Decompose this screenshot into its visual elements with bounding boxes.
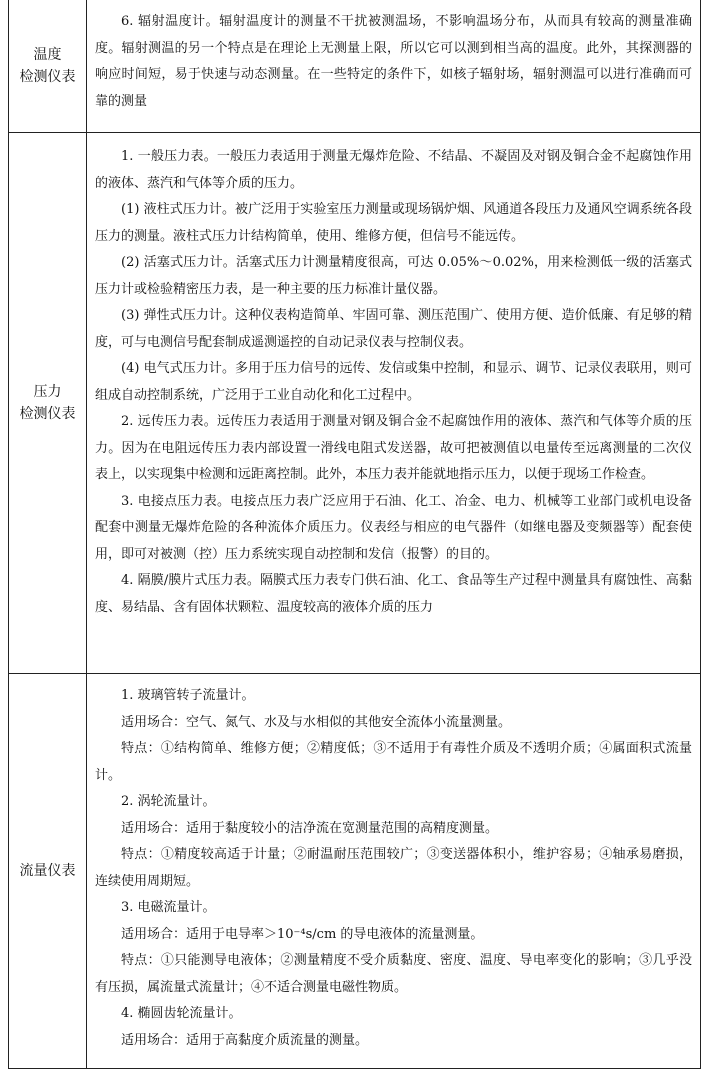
paragraph: 3. 电接点压力表。电接点压力表广泛应用于石油、化工、冶金、电力、机械等工业部门或机电设备配套中测量无爆炸危险的各种流体介质压力。仪表经与相应的电气器件（如继电器及变频器等）配套使用，即可对被测（控）压力系统实现自动控制和发信（报警）的目的。 [95,493,692,562]
content-cell [87,0,701,133]
paragraph: 4. 椭圆齿轮流量计。 [121,1006,242,1021]
paragraph: 2. 远传压力表。远传压力表适用于测量对钢及铜合金不起腐蚀作用的液体、蒸汽和气体等介质的压力。因为在电阻远传压力表内部设置一滑线电阻式发送器，故可把被测值以电量传至远离测量的二次仪表上，以实现集中检测和远距离控制。此外，本压力表并能就地指示压力，以便于现场工作检查。 [95,414,692,482]
paragraph: 1. 一般压力表。一般压力表适用于测量无爆炸危险、不结晶、不凝固及对钢及铜合金不起腐蚀作用的液体、蒸汽和气体等介质的压力。 [95,149,692,191]
category-label: 检测仪表 [19,406,76,422]
paragraph: (4) 电气式压力计。多用于压力信号的远传、发信或集中控制，和显示、调节、记录仪表联用，则可组成自动控制系统，广泛用于工业自动化和化工过程中。 [95,361,692,403]
content-cell [87,674,701,1069]
paragraph: 3. 电磁流量计。 [121,900,216,915]
paragraph: 适用场合：适用于黏度较小的洁净流在宽测量范围的高精度测量。 [121,820,499,836]
paragraph: 特点：①精度较高适于计量；②耐温耐压范围较广；③变送器体积小，维护容易；④轴承易磨损，连续使用周期短。 [95,847,692,889]
paragraph: 适用场合：适用于电导率＞10⁻⁴s/cm 的导电液体的流量测量。 [121,926,484,942]
category-label: 检测仪表 [19,69,76,85]
content-cell [87,133,701,674]
instrument-table [8,0,701,1069]
category-cell [9,674,87,1069]
paragraph: 适用场合：适用于高黏度介质流量的测量。 [121,1032,369,1048]
paragraph: 1. 玻璃管转子流量计。 [121,688,255,703]
category-label: 温度 [33,47,62,63]
paragraph: 2. 涡轮流量计。 [121,794,216,809]
paragraph: 6. 辐射温度计。辐射温度计的测量不干扰被测温场，不影响温场分布，从而具有较高的测量准确度。辐射测温的另一个特点是在理论上无测量上限，所以它可以测到相当高的温度。此外，其探测器的响应时间短，易于快速与动态测量。在一些特定的条件下，如核子辐射场，辐射测温可以进行准确而可靠的测量 [95,14,692,109]
paragraph: 4. 隔膜/膜片式压力表。隔膜式压力表专门供石油、化工、食品等生产过程中测量具有腐蚀性、高黏度、易结晶、含有固体状颗粒、温度较高的液体介质的压力 [95,573,692,615]
category-cell [9,0,87,133]
paragraph: (1) 液柱式压力计。被广泛用于实验室压力测量或现场锅炉烟、风通道各段压力及通风空调系统各段压力的测量。液柱式压力计结构简单，使用、维修方便，但信号不能远传。 [95,202,692,244]
table-row [9,133,701,674]
category-label: 流量仪表 [19,863,76,879]
category-label: 压力 [33,384,62,400]
paragraph: (2) 活塞式压力计。活塞式压力计测量精度很高，可达 0.05%～0.02%，用来检测低一级的活塞式压力计或检验精密压力表，是一种主要的压力标准计量仪器。 [95,255,692,297]
paragraph: 特点：①只能测导电液体；②测量精度不受介质黏度、密度、温度、导电率变化的影响；③几乎没有压损，属流量式流量计；④不适合测量电磁性物质。 [95,953,692,995]
paragraph: 特点：①结构简单、维修方便；②精度低；③不适用于有毒性介质及不透明介质；④属面积式流量计。 [95,741,692,783]
paragraph: (3) 弹性式压力计。这种仪表构造简单、牢固可靠、测压范围广、使用方便、造价低廉、有足够的精度，可与电测信号配套制成遥测遥控的自动记录仪表与控制仪表。 [95,308,692,350]
category-cell [9,133,87,674]
paragraph: 适用场合：空气、氮气、水及与水相似的其他安全流体小流量测量。 [121,714,512,730]
table-row [9,0,701,133]
table-row [9,674,701,1069]
